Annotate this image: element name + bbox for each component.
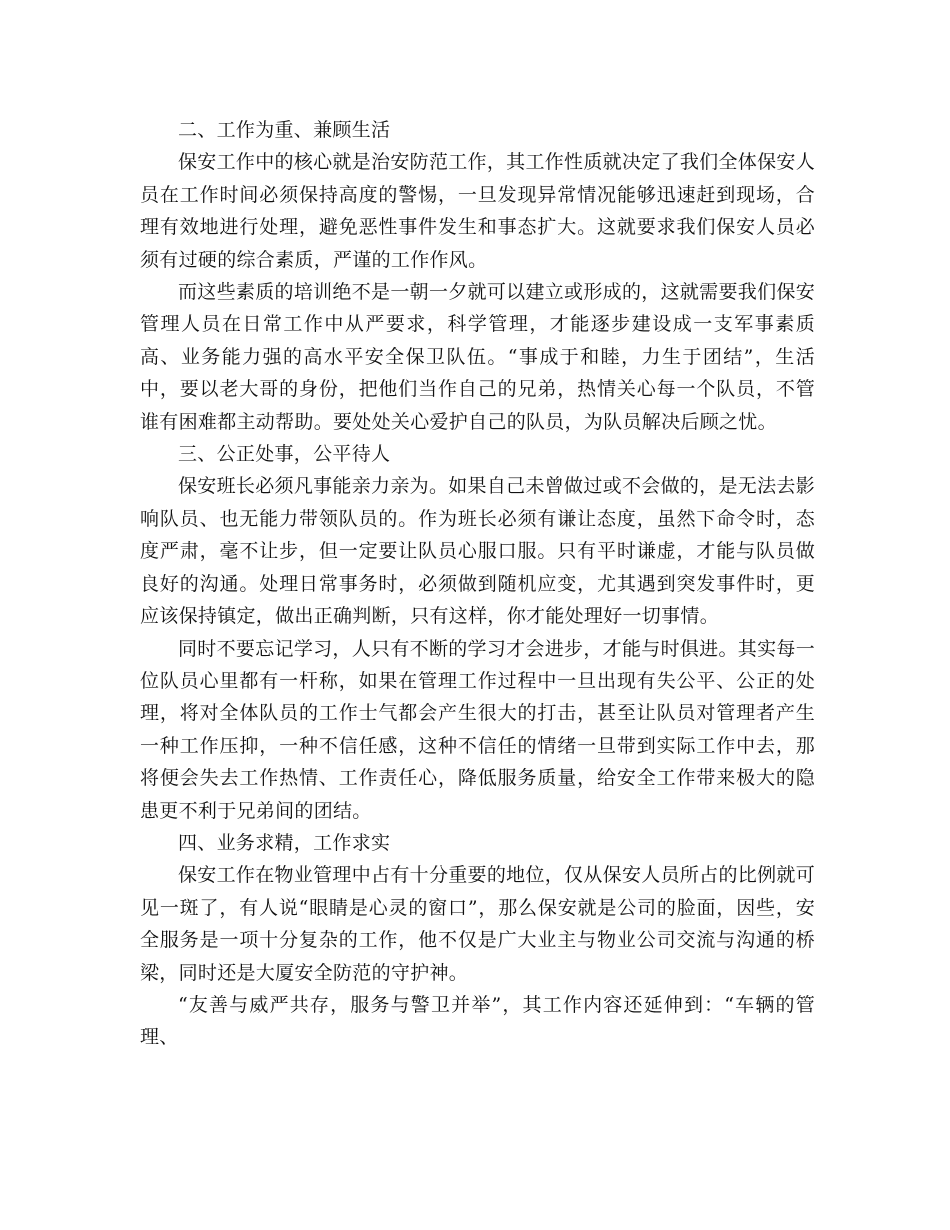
section-heading-4: 四、业务求精，工作求实 xyxy=(178,831,391,854)
document-body xyxy=(140,114,815,1054)
body-paragraph: 保安工作在物业管理中占有十分重要的地位，仅从保安人员所占的比例就可见一斑了，有人说“眼睛是心灵的窗口”，那么保安就是公司的脸面，因些，安全服务是一项十分复杂的工作，他不仅是广大业主与物业公司交流与沟通的桥梁，同时还是大厦安全防范的守护神。 xyxy=(140,864,815,984)
body-paragraph: “友善与威严共存，服务与警卫并举”，其工作内容还延伸到：“车辆的管理、 xyxy=(140,993,815,1049)
body-paragraph: 保安工作中的核心就是治安防范工作，其工作性质就决定了我们全体保安人员在工作时间必须保持高度的警惕，一旦发现异常情况能够迅速赶到现场，合理有效地进行处理，避免恶性事件发生和事态扩大。这就要求我们保安人员必须有过硬的综合素质，严谨的工作作风。 xyxy=(140,151,815,271)
body-paragraph: 同时不要忘记学习，人只有不断的学习才会进步，才能与时俱进。其实每一位队员心里都有一杆称，如果在管理工作过程中一旦出现有失公平、公正的处理，将对全体队员的工作士气都会产生很大的打击，甚至让队员对管理者产生一种工作压抑，一种不信任感，这种不信任的情绪一旦带到实际工作中去，那将便会失去工作热情、工作责任心，降低服务质量，给安全工作带来极大的隐患更不利于兄弟间的团结。 xyxy=(140,637,815,822)
body-paragraph: 而这些素质的培训绝不是一朝一夕就可以建立或形成的，这就需要我们保安管理人员在日常工作中从严要求，科学管理，才能逐步建设成一支军事素质高、业务能力强的高水平安全保卫队伍。“事成于和睦，力生于团结”，生活中，要以老大哥的身份，把他们当作自己的兄弟，热情关心每一个队员，不管谁有困难都主动帮助。要处处关心爱护自己的队员，为队员解决后顾之忧。 xyxy=(140,281,815,433)
section-heading-3: 三、公正处事，公平待人 xyxy=(178,443,391,466)
body-paragraph: 保安班长必须凡事能亲力亲为。如果自己未曾做过或不会做的，是无法去影响队员、也无能力带领队员的。作为班长必须有谦让态度，虽然下命令时，态度严肃，毫不让步，但一定要让队员心服口服。只有平时谦虚，才能与队员做良好的沟通。处理日常事务时，必须做到随机应变，尤其遇到突发事件时，更应该保持镇定，做出正确判断，只有这样，你才能处理好一切事情。 xyxy=(140,475,815,628)
section-heading-2: 二、工作为重、兼顾生活 xyxy=(178,119,391,141)
